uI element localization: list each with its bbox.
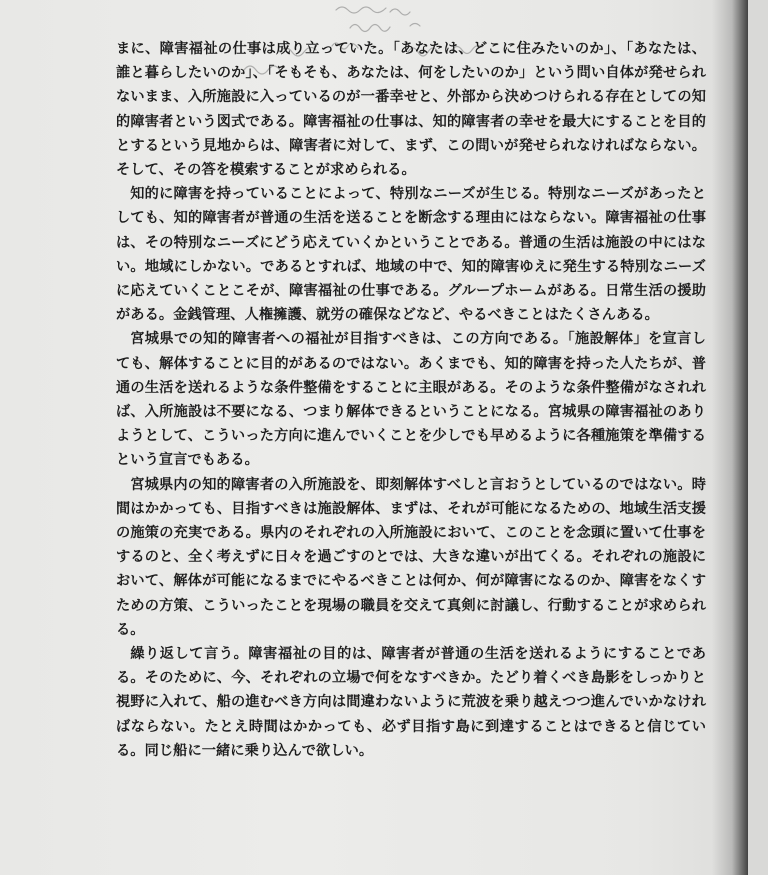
paragraph-4: 宮城県内の知的障害者の入所施設を、即刻解体すべしと言おうとしているのではない。時間はかかっても、目指すべきは施設解体、まずは、それが可能になるための、地域生活支援の施策の充実である。県内のそれぞれの入所施設において、このことを念頭に置いて仕事をするのと、全く考えずに日々を過ごすのとでは、大きな違いが出てくる。それぞれの施設において、解体が可能になるまでにやるべきことは何か、何が障害になるのか、障害をなくすための方策、こういったことを現場の職員を交えて真剣に討議し、行動することが求められる。	[116, 476, 706, 638]
paragraph-1: まに、障害福祉の仕事は成り立っていた。「あなたは、どこに住みたいのか」、「あなたは、誰と暮らしたいのか」、「そもそも、あなたは、何をしたいのか」という問い自体が発せられないまま、入所施設に入っているのが一番幸せと、外部から決めつけられる存在としての知的障害者という図式である。障害福祉の仕事は、知的障害者の幸せを最大にすることを目的とするという見地からは、障害者に対して、まず、この問いが発せられなければならない。そして、その答を模索することが求められる。	[116, 41, 706, 179]
paragraph-5: 繰り返して言う。障害福祉の目的は、障害者が普通の生活を送れるようにすることである。そのために、今、それぞれの立場で何をなすべきか。たどり着くべき島影をしっかりと視野に入れて、船の進むべき方向は間違わないように荒波を乗り越えつつ進んでいかなければならない。たとえ時間はかかっても、必ず目指す島に到達することはできると信じている。同じ船に一緒に乗り込んで欲しい。	[116, 646, 706, 759]
body-text	[116, 37, 706, 763]
page-edge-shadow	[712, 0, 748, 875]
paragraph-3: 宮城県での知的障害者への福祉が目指すべきは、この方向である。「施設解体」を宣言しても、解体することに目的があるのではない。あくまでも、知的障害を持った人たちが、普通の生活を送れるような条件整備をすることに主眼がある。そのような条件整備がなされれば、入所施設は不要になる、つまり解体できるということになる。宮城県の障害福祉のありようとして、こういった方向に進んでいくことを少しでも早めるように各種施策を準備するという宣言でもある。	[116, 331, 706, 469]
paragraph-2: 知的に障害を持っていることによって、特別なニーズが生じる。特別なニーズがあったとしても、知的障害者が普通の生活を送ることを断念する理由にはならない。障害福祉の仕事は、その特別なニーズにどう応えていくかということである。普通の生活は施設の中にはない。地域にしかない。であるとすれば、地域の中で、知的障害ゆえに発生する特別なニーズに応えていくことこそが、障害福祉の仕事である。グループホームがある。日常生活の援助がある。金銭管理、人権擁護、就労の確保などなど、やるべきことはたくさんある。	[116, 186, 706, 324]
